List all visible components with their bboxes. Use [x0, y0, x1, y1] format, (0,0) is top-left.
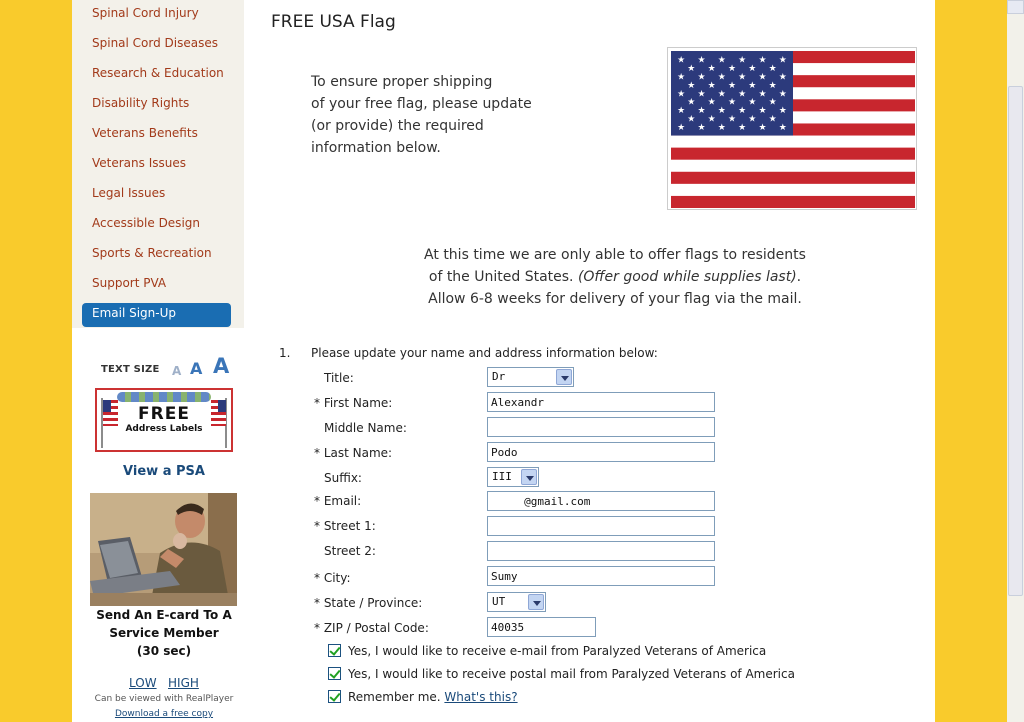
intro-text: [311, 71, 532, 159]
flag-star: ★: [717, 72, 726, 83]
flag-star: ★: [727, 97, 737, 108]
flag-star: ★: [768, 114, 777, 125]
scrollbar-thumb[interactable]: [1008, 86, 1023, 596]
street1-field[interactable]: [487, 516, 715, 536]
text-size-large-button[interactable]: A: [213, 354, 230, 378]
flag-star: ★: [738, 55, 747, 66]
flag-stripe: [671, 196, 915, 208]
flag-star: ★: [748, 63, 757, 74]
flag-star: ★: [738, 89, 747, 100]
flag-star: ★: [738, 72, 747, 83]
state-select[interactable]: UT: [487, 592, 546, 612]
nav-veterans-benefits[interactable]: Veterans Benefits: [92, 126, 198, 140]
notice-line-2: of the United States. (Offer good while supplies last).: [428, 269, 802, 285]
flag-star: ★: [738, 123, 747, 134]
usa-flag-image: [667, 47, 917, 210]
chevron-down-icon: [528, 594, 544, 610]
title-label: Title:: [324, 371, 354, 385]
flag-star: ★: [717, 106, 726, 117]
flag-star: ★: [758, 72, 767, 83]
flag-star: ★: [697, 55, 706, 66]
suffix-select[interactable]: III: [487, 467, 539, 487]
last-name-field[interactable]: [487, 442, 715, 462]
flag-star: ★: [687, 97, 696, 108]
flag-star: ★: [697, 123, 706, 134]
remember-me-label: Remember me. What's this?: [348, 690, 518, 704]
flag-star: ★: [778, 72, 787, 83]
nav-research-education[interactable]: Research & Education: [92, 66, 224, 80]
first-name-field[interactable]: [487, 392, 715, 412]
ecard-line-3: (30 sec): [136, 644, 192, 658]
flag-star: ★: [778, 89, 787, 100]
flag-star: ★: [748, 80, 757, 91]
page-title: FREE USA Flag: [271, 12, 396, 32]
flag-star: ★: [687, 63, 696, 74]
street2-label: Street 2:: [324, 544, 376, 558]
last-name-label: * Last Name:: [314, 446, 393, 460]
text-size-small-button[interactable]: A: [172, 364, 182, 378]
title-select[interactable]: Dr: [487, 367, 574, 387]
flag-stripe: [671, 148, 915, 160]
chevron-down-icon: [521, 469, 537, 485]
flag-star: ★: [748, 97, 757, 108]
state-label: * State / Province:: [314, 596, 423, 610]
text-size-medium-button[interactable]: A: [190, 359, 203, 378]
flag-star: ★: [707, 63, 716, 74]
city-field[interactable]: [487, 566, 715, 586]
text-size-label: TEXT SIZE: [101, 364, 160, 375]
flag-star: ★: [677, 89, 686, 100]
view-psa-link[interactable]: View a PSA: [123, 464, 205, 479]
service-member-photo[interactable]: [90, 493, 237, 606]
nav-sports-recreation[interactable]: Sports & Recreation: [92, 246, 212, 260]
flag-star: ★: [778, 55, 787, 66]
remember-me-checkbox[interactable]: [328, 690, 341, 703]
flag-star: ★: [677, 123, 686, 134]
nav-spinal-cord-diseases[interactable]: Spinal Cord Diseases: [92, 36, 218, 50]
flag-star: ★: [768, 80, 777, 91]
banner-subtitle: Address Labels: [125, 424, 203, 434]
flag-star: ★: [758, 106, 767, 117]
flag-star: ★: [687, 114, 696, 125]
flag-star: ★: [697, 89, 706, 100]
download-free-copy-link[interactable]: Download a free copy: [114, 709, 214, 719]
low-bandwidth-link[interactable]: LOW: [129, 676, 157, 690]
flag-star: ★: [717, 89, 726, 100]
flag-star: ★: [748, 114, 757, 125]
flag-star: ★: [778, 123, 787, 134]
zip-field[interactable]: [487, 617, 596, 637]
ecard-line-1: Send An E-card To A: [96, 608, 232, 622]
nav-support-pva[interactable]: Support PVA: [92, 276, 167, 290]
flag-star: ★: [707, 80, 716, 91]
email-optin-label: Yes, I would like to receive e-mail from Paralyzed Veterans of America: [348, 644, 767, 658]
flag-star: ★: [727, 63, 737, 74]
intro-line: of your free flag, please update: [311, 96, 532, 112]
city-label: * City:: [314, 571, 351, 585]
flag-star: ★: [768, 97, 777, 108]
flag-star: ★: [778, 106, 787, 117]
nav-email-signup[interactable]: [82, 303, 231, 327]
notice-line-3: Allow 6-8 weeks for delivery of your flag via the mail.: [428, 291, 802, 307]
flag-star: ★: [707, 114, 716, 125]
chevron-down-icon: [556, 369, 572, 385]
flag-star: ★: [677, 106, 686, 117]
flag-star: ★: [768, 63, 777, 74]
realplayer-note: Can be viewed with RealPlayer: [94, 694, 234, 704]
flag-star: ★: [697, 106, 706, 117]
email-field[interactable]: [487, 491, 715, 511]
flag-star: ★: [717, 55, 726, 66]
first-name-label: * First Name:: [314, 396, 393, 410]
suffix-label: Suffix:: [324, 471, 362, 485]
flag-star: ★: [717, 123, 726, 134]
step-number: 1.: [279, 346, 291, 360]
nav-legal-issues[interactable]: Legal Issues: [92, 186, 166, 200]
intro-line: (or provide) the required: [311, 118, 484, 134]
flag-star: ★: [727, 114, 737, 125]
high-bandwidth-link[interactable]: HIGH: [168, 676, 199, 690]
middle-name-field[interactable]: [487, 417, 715, 437]
service-member-image: [90, 493, 237, 606]
banner-title: FREE: [138, 404, 190, 424]
postal-optin-checkbox[interactable]: [328, 667, 341, 680]
free-address-labels-banner[interactable]: [95, 388, 233, 452]
intro-line: To ensure proper shipping: [311, 74, 493, 90]
delivery-notice: [395, 244, 835, 310]
intro-line: information below.: [311, 140, 441, 156]
street2-field[interactable]: [487, 541, 715, 561]
flag-star: ★: [758, 123, 767, 134]
flag-star: ★: [697, 72, 706, 83]
flag-star: ★: [687, 80, 696, 91]
flag-stripe: [671, 172, 915, 184]
email-optin-checkbox[interactable]: [328, 644, 341, 657]
nav-disability-rights[interactable]: Disability Rights: [92, 96, 190, 110]
middle-name-label: Middle Name:: [324, 421, 407, 435]
email-label: * Email:: [314, 494, 362, 508]
scroll-up-button[interactable]: [1007, 0, 1024, 14]
street1-label: * Street 1:: [314, 519, 376, 533]
flag-star: ★: [727, 80, 737, 91]
usa-flag-icon: [668, 48, 917, 210]
flag-star: ★: [758, 55, 767, 66]
flag-star: ★: [707, 97, 716, 108]
flag-star: ★: [677, 55, 686, 66]
notice-line-1: At this time we are only able to offer flags to residents: [424, 247, 806, 263]
nav-spinal-cord-injury[interactable]: Spinal Cord Injury: [92, 6, 199, 20]
nav-accessible-design[interactable]: Accessible Design: [92, 216, 200, 230]
postal-optin-label: Yes, I would like to receive postal mail from Paralyzed Veterans of America: [348, 667, 795, 681]
whats-this-link[interactable]: What's this?: [444, 690, 518, 704]
nav-email-signup-label: Email Sign-Up: [92, 306, 177, 320]
zip-label: * ZIP / Postal Code:: [314, 621, 429, 635]
flag-star: ★: [738, 106, 747, 117]
flag-star: ★: [677, 72, 686, 83]
flag-star: ★: [758, 89, 767, 100]
flower-garland-decoration: [117, 392, 211, 402]
step-instructions: Please update your name and address information below:: [311, 346, 658, 360]
ecard-line-2: Service Member: [109, 626, 219, 640]
nav-veterans-issues[interactable]: Veterans Issues: [92, 156, 186, 170]
